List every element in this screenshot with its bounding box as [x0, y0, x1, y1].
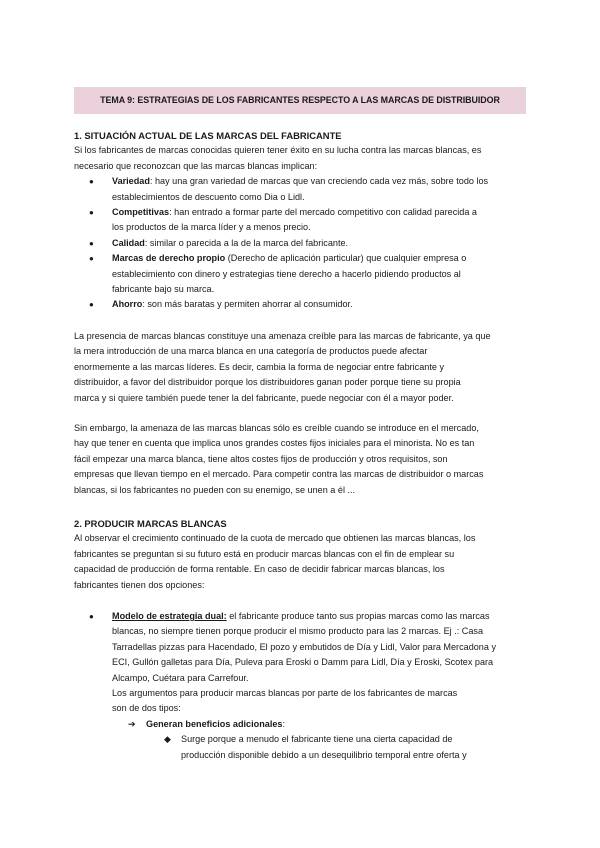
- paragraph-line: hay que tener en cuenta que implica unos grandes costes fijos iniciales para el minorista. No es tan: [74, 438, 475, 449]
- bullet-term: Ahorro: [112, 299, 143, 310]
- bullet-text: similar o parecida a la de la marca del fabricante.: [147, 237, 349, 248]
- bullet-text: ECI, Gullón galletas para Día, Puleva para Eroski o Damm para Lidl, Día y Eroski, Scotex para: [112, 657, 494, 668]
- paragraph-line: empresas que llevan tiempo en el mercado. Para competir contra las marcas de distribuidor o marcas: [74, 469, 484, 480]
- section-1: [74, 128, 534, 313]
- paragraph-line: Al observar el crecimiento continuado de la cuota de mercado que obtienen las marcas blancas, los: [74, 533, 476, 544]
- bullet-text: Los argumentos para producir marcas blancas por parte de los fabricantes de marcas: [112, 688, 458, 699]
- page-title: TEMA 9: ESTRATEGIAS DE LOS FABRICANTES RESPECTO A LAS MARCAS DE DISTRIBUIDOR: [100, 94, 500, 105]
- list-item: [74, 297, 534, 312]
- paragraph-line: fabricantes tienen dos opciones:: [74, 579, 205, 590]
- paragraph-line: la mera introducción de una marca blanca en una categoría de productos puede afectar: [74, 346, 428, 357]
- section-2-bullet-list: [74, 609, 534, 717]
- bullet-sep: :: [169, 207, 172, 218]
- paragraph-line: fácil empezar una marca blanca, tiene altos costes fijos de producción y otros requisitos, son: [74, 453, 448, 464]
- section-1-bullet-list: [74, 174, 534, 313]
- diamond-item-text: producción disponible debido a un desequilibrio temporal entre oferta y: [181, 749, 467, 760]
- bullet-term: Marcas de derecho propio: [112, 253, 226, 264]
- list-item: [74, 205, 534, 236]
- bullet-text: el fabricante produce tanto sus propias marcas como las marcas: [226, 611, 490, 621]
- arrow-list-item: [74, 717, 534, 732]
- paragraph-line: Sin embargo, la amenaza de las marcas blancas sólo es creíble cuando se introduce en el mercado,: [74, 423, 479, 433]
- arrow-right-icon: ➔: [128, 718, 136, 729]
- section-2: [74, 516, 534, 593]
- dual-model-term: Modelo de estrategia dual:: [112, 611, 227, 621]
- diamond-list-item: [74, 732, 534, 763]
- section-2-dual-model: [74, 609, 534, 763]
- list-item: [74, 236, 534, 251]
- bullet-text: (Derecho de aplicación particular) que cualquier empresa o establecimiento con dinero y estrategias tiene derecho a hacerlo pidiendo productos al fabricante bajo su marca.: [112, 253, 467, 295]
- section-2-heading: 2. PRODUCIR MARCAS BLANCAS: [74, 518, 227, 529]
- bullet-text: blancas, no siempre tienen porque producir el mismo producto para las 2 marcas. Ej .: Casa: [112, 626, 484, 637]
- section-1-paragraph-2: [74, 421, 534, 498]
- paragraph-line: La presencia de marcas blancas constituye una amenaza creíble para las marcas de fabricante, ya que: [74, 331, 491, 341]
- bullet-text: han entrado a formar parte del mercado competitivo con calidad parecida a los productos de la marca líder y a menos precio.: [112, 207, 477, 233]
- bullet-sep: :: [149, 176, 153, 187]
- section-1-heading: 1. SITUACIÓN ACTUAL DE LAS MARCAS DEL FABRICANTE: [74, 130, 342, 141]
- section-1-intro-line-1: Si los fabricantes de marcas conocidas quieren tener éxito en su lucha contra las marcas blancas, es: [74, 145, 482, 156]
- bullet-sep: :: [144, 237, 148, 248]
- paragraph-line: marca y si quiere también puede tener la del fabricante, puede negociar con él a mayor poder.: [74, 392, 454, 403]
- arrow-item-text: Generan beneficios adicionales: [146, 718, 283, 729]
- arrow-item-sep: :: [282, 718, 285, 729]
- paragraph-line: blancas, si los fabricantes no pueden con su enemigo, se unen a él ...: [74, 484, 356, 495]
- list-item: [74, 251, 534, 297]
- section-1-paragraph-1: [74, 329, 534, 406]
- bullet-sep: :: [142, 299, 145, 310]
- diamond-bullet-icon: ◆: [164, 734, 171, 745]
- list-item: [74, 174, 534, 205]
- paragraph-line: enormemente a las marcas líderes. Es decir, cambia la forma de negociar entre fabricante y: [74, 361, 444, 372]
- list-item: [74, 609, 534, 717]
- bullet-text: Tarradellas pizzas para Hacendado, El pozo y embutidos de Día y Lidl, Valor para Mercadona y: [112, 641, 496, 652]
- paragraph-line: distribuidor, a favor del distribuidor porque los distribuidores ganan poder porque tiene su propia: [74, 377, 461, 388]
- title-band: [74, 87, 526, 114]
- bullet-term: Calidad: [112, 237, 145, 248]
- bullet-term: Competitivas: [112, 207, 170, 218]
- section-1-intro-line-2: necesario que reconozcan que las marcas blancas implican:: [74, 160, 318, 171]
- bullet-text: son de dos tipos:: [112, 703, 181, 714]
- bullet-term: Variedad: [112, 176, 150, 187]
- diamond-item-text: Surge porque a menudo el fabricante tiene una cierta capacidad de: [181, 734, 453, 745]
- bullet-text: establecimientos de descuento como Dia o Lidl.: [112, 191, 305, 202]
- paragraph-line: capacidad de producción de forma rentable. En caso de decidir fabricar marcas blancas, los: [74, 564, 445, 575]
- bullet-text: Alcampo, Cuétara para Carrefour.: [112, 672, 249, 683]
- bullet-text: hay una gran variedad de marcas que van creciendo cada vez más, sobre todo los: [152, 176, 489, 187]
- bullet-text: son más baratas y permiten ahorrar al consumidor.: [144, 299, 353, 310]
- paragraph-line: fabricantes se preguntan si su futuro está en producir marcas blancas con el fin de emplear su: [74, 548, 455, 559]
